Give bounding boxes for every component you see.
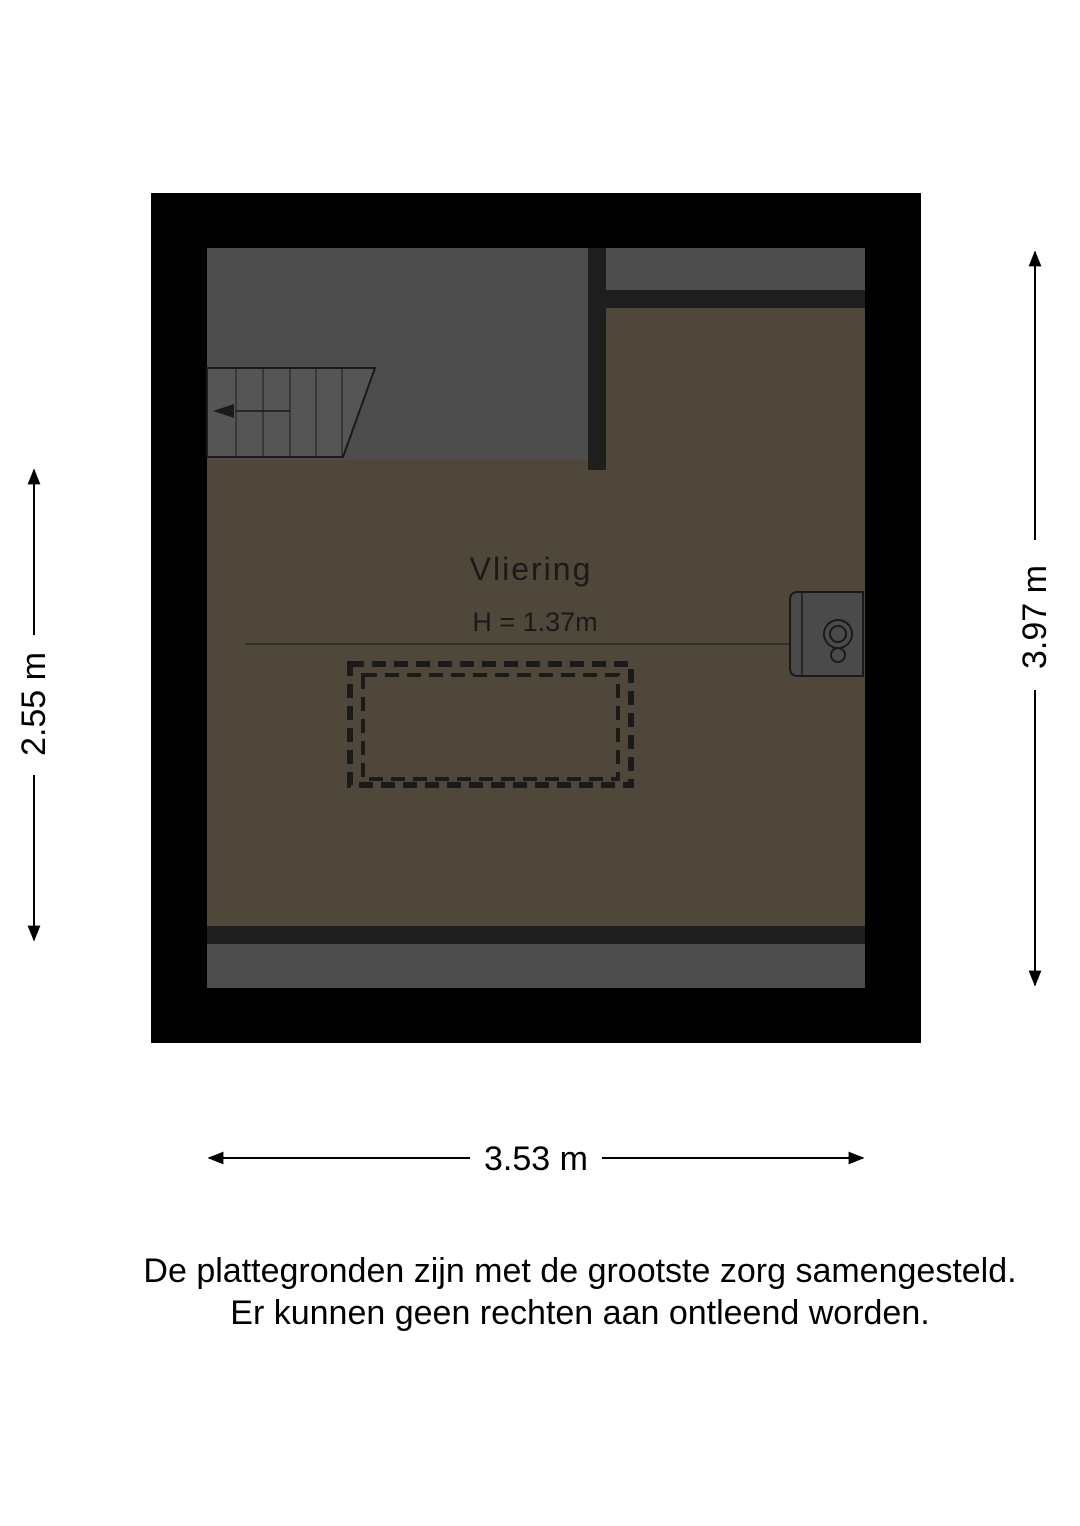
disclaimer-line-1: De plattegronden zijn met de grootste zorg samengesteld. — [143, 1252, 1017, 1290]
boiler-icon — [790, 592, 863, 676]
void-top-right — [606, 248, 865, 290]
inner-wall-top — [606, 290, 865, 308]
dimension-label-right: 3.97 m — [1016, 565, 1054, 669]
inner-wall-vertical — [588, 248, 606, 470]
dimension-label-bottom: 3.53 m — [484, 1140, 588, 1178]
void-bottom — [207, 944, 865, 988]
disclaimer-line-2: Er kunnen geen rechten aan ontleend worden. — [230, 1294, 930, 1332]
dimension-label-left: 2.55 m — [15, 652, 53, 756]
disclaimer — [0, 1250, 1080, 1334]
room-height: H = 1.37m — [472, 607, 598, 637]
inner-wall-bottom — [207, 926, 865, 944]
room-name: Vliering — [469, 551, 593, 587]
